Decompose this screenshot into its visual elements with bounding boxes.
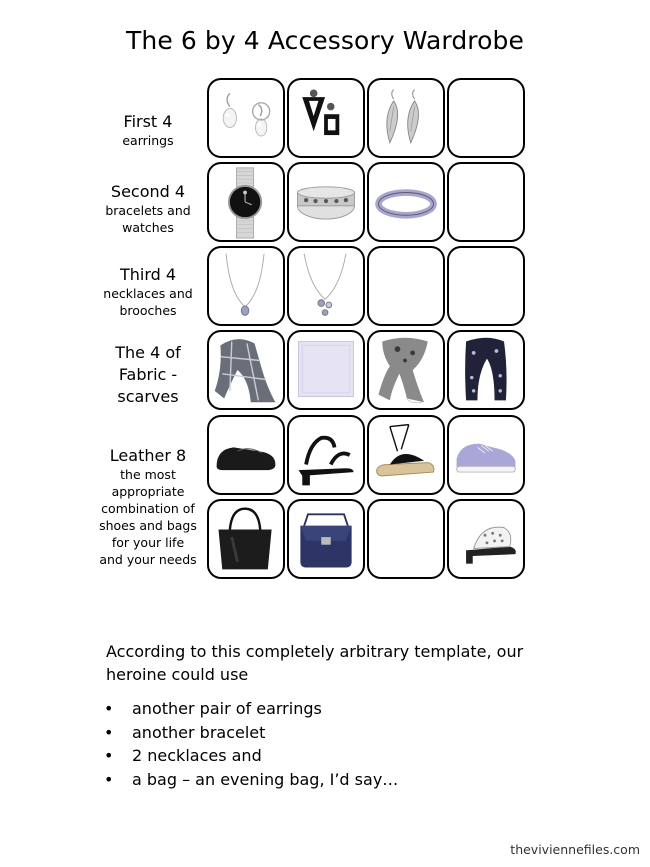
grid-cell-necklaces-1 [207, 246, 285, 326]
row-label-main: Leather 8 [109, 446, 187, 465]
row-label-earrings [92, 112, 204, 149]
grid-cell-scarves-1 [207, 330, 285, 410]
bangle-image [369, 164, 443, 240]
list-item-text: another pair of earrings [132, 699, 322, 718]
grid-cell-shoes-2 [287, 415, 365, 495]
grid-cell-shoes-4 [447, 415, 525, 495]
black-sandal-image [289, 417, 363, 493]
row-label-sub: necklaces and [103, 286, 193, 301]
row-label-sub: the most [120, 467, 176, 482]
grid-cell-bracelets-4 [447, 162, 525, 242]
grid-cell-necklaces-2 [287, 246, 365, 326]
watch-image [209, 164, 283, 240]
black-loafer-image [209, 417, 283, 493]
row-label-scarves [92, 342, 204, 408]
espadrille-image [369, 417, 443, 493]
row-label-sub: for your life [111, 535, 185, 550]
list-item [104, 768, 398, 792]
row-label-main: Second 4 [110, 182, 186, 201]
plaid-scarf-image [209, 332, 283, 408]
grid-cell-earrings-4 [447, 78, 525, 158]
row-label-bracelets [92, 182, 204, 236]
charm-necklace-image [289, 248, 363, 324]
bullet-list [104, 697, 398, 791]
pendant-necklace-image [209, 248, 283, 324]
row-label-main: First 4 [123, 112, 173, 131]
row-label-sub: shoes and bags [99, 518, 197, 533]
black-tote-bag-image [209, 501, 283, 577]
bullet-dot: • [104, 769, 114, 789]
grid-cell-bracelets-2 [287, 162, 365, 242]
grid-cell-scarves-3 [367, 330, 445, 410]
bullet-dot: • [104, 746, 114, 765]
page-title: The 6 by 4 Accessory Wardrobe [126, 26, 524, 55]
grid-cell-shoes-1 [207, 415, 285, 495]
white-mule-image [449, 501, 523, 577]
navy-crossbody-bag-image [289, 501, 363, 577]
navy-scarf-image [449, 332, 523, 408]
row-label-sub: watches [122, 220, 174, 235]
row-label-main: The 4 of Fabric - scarves [115, 343, 181, 406]
grid-cell-bags-3 [367, 499, 445, 579]
row-label-necklaces [92, 265, 204, 319]
grid-cell-earrings-1 [207, 78, 285, 158]
row-label-sub: earrings [122, 133, 174, 148]
cuff-bracelet-image [289, 164, 363, 240]
grid-cell-bracelets-3 [367, 162, 445, 242]
lavender-scarf-image [289, 332, 363, 408]
row-label-sub: and your needs [99, 552, 197, 567]
grid-cell-necklaces-3 [367, 246, 445, 326]
list-item-text: another bracelet [132, 722, 266, 742]
commentary-text: According to this completely arbitrary template, our heroine could use [106, 642, 524, 684]
row-label-sub: appropriate [111, 484, 185, 499]
grid-cell-bracelets-1 [207, 162, 285, 242]
grid-cell-scarves-4 [447, 330, 525, 410]
row-label-sub: combination of [101, 501, 195, 516]
site-watermark: theviviennefiles.com [510, 842, 640, 857]
list-item-text: 2 necklaces and [132, 746, 262, 765]
geometric-earrings-image [289, 80, 363, 156]
print-scarf-image [369, 332, 443, 408]
list-item [104, 697, 398, 721]
row-label-sub: brooches [119, 303, 177, 318]
list-item [104, 744, 398, 768]
grid-cell-scarves-2 [287, 330, 365, 410]
list-item [104, 721, 398, 745]
grid-cell-necklaces-4 [447, 246, 525, 326]
grid-cell-earrings-3 [367, 78, 445, 158]
list-item-text: a bag – an evening bag, I’d say… [132, 769, 399, 789]
leaf-earrings-image [369, 80, 443, 156]
grid-cell-earrings-2 [287, 78, 365, 158]
grid-cell-bags-4 [447, 499, 525, 579]
row-label-sub: bracelets and [105, 203, 191, 218]
grid-cell-bags-2 [287, 499, 365, 579]
grid-cell-shoes-3 [367, 415, 445, 495]
row-label-leather [92, 446, 204, 568]
pearl-earrings-image [209, 80, 283, 156]
lavender-sneaker-image [449, 417, 523, 493]
grid-cell-bags-1 [207, 499, 285, 579]
bullet-dot: • [104, 722, 114, 742]
row-label-main: Third 4 [119, 265, 177, 284]
bullet-dot: • [104, 699, 114, 718]
